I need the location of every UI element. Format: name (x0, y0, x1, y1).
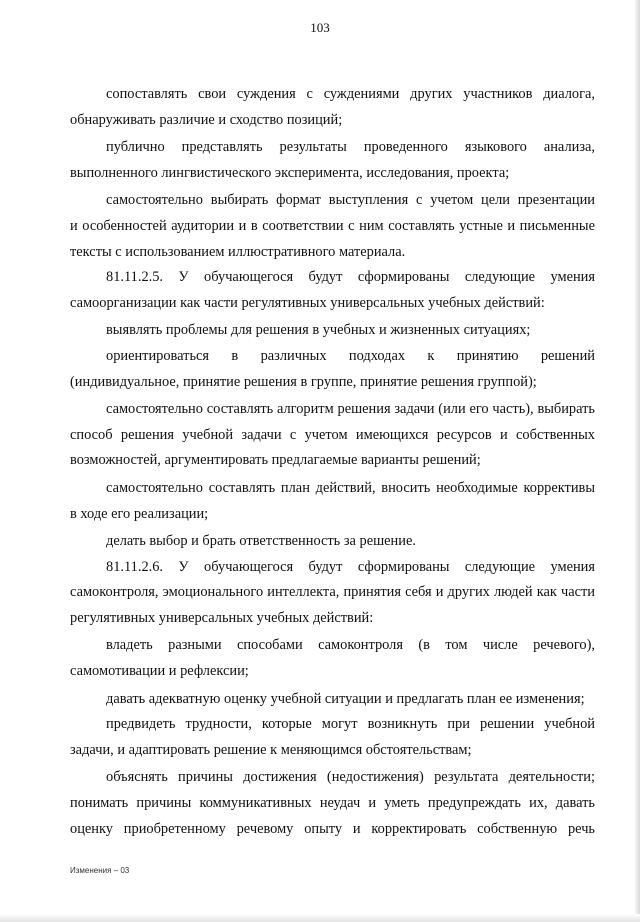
text-line: делать выбор и брать ответственность за решение. (106, 533, 416, 550)
footer-revision-note: Изменения – 03 (70, 866, 130, 875)
text-line: в ходе его реализации; (70, 505, 209, 522)
text-line: и особенностей аудитории и в соответствии с ним составлять устные и письменные (70, 217, 595, 234)
text-line: самостоятельно выбирать формат выступления с учетом цели презентации (106, 192, 595, 209)
page-bottom-shadow (0, 914, 640, 922)
text-line: тексты с использованием иллюстративного материала. (70, 243, 406, 260)
document-body (70, 82, 595, 842)
text-line: регулятивных универсальных учебных действий: (70, 609, 374, 626)
text-line: понимать причины коммуникативных неудач и уметь предупреждать их, давать (70, 795, 595, 812)
text-line: выполненного лингвистического эксперимента, исследования, проекта; (70, 164, 510, 181)
text-line: 81.11.2.5. У обучающегося будут сформированы следующие умения (106, 269, 595, 286)
page-number: 103 (310, 20, 330, 35)
text-line: сопоставлять свои суждения с суждениями других участников диалога, (106, 86, 595, 102)
text-line: (индивидуальное, принятие решения в группе, принятие решения группой); (70, 373, 537, 390)
text-line: возможностей, аргументировать предлагаемые варианты решений; (70, 452, 481, 469)
text-line: самоконтроля, эмоционального интеллекта, принятия себя и других людей как части (70, 584, 595, 601)
text-line: 81.11.2.6. У обучающегося будут сформированы следующие умения (106, 558, 595, 575)
text-line: самоорганизации как части регулятивных универсальных учебных действий: (70, 294, 545, 311)
text-line: ориентироваться в различных подходах к принятию решений (106, 347, 595, 364)
text-line: задачи, и адаптировать решение к меняющимся обстоятельствам; (70, 741, 472, 758)
text-line: самостоятельно составлять алгоритм решения задачи (или его часть), выбирать (106, 401, 595, 418)
text-line: публично представлять результаты проведенного языкового анализа, (106, 139, 595, 156)
text-line: самомотивации и рефлексии; (70, 663, 249, 680)
text-line: способ решения учебной задачи с учетом имеющихся ресурсов и собственных (70, 426, 595, 443)
text-line: давать адекватную оценку учебной ситуации и предлагать план ее изменения; (106, 690, 585, 707)
text-line: обнаруживать различие и сходство позиций; (70, 111, 343, 128)
text-line: оценку приобретенному речевому опыту и корректировать собственную речь (70, 820, 595, 837)
page-edge-shadow (634, 0, 640, 922)
text-line: объяснять причины достижения (недостижения) результата деятельности; (106, 769, 595, 786)
text-line: владеть разными способами самоконтроля (в том числе речевого), (106, 637, 595, 654)
text-line: выявлять проблемы для решения в учебных и жизненных ситуациях; (106, 322, 531, 339)
text-line: самостоятельно составлять план действий, вносить необходимые коррективы (106, 479, 595, 496)
text-line: предвидеть трудности, которые могут возникнуть при решении учебной (106, 716, 595, 733)
